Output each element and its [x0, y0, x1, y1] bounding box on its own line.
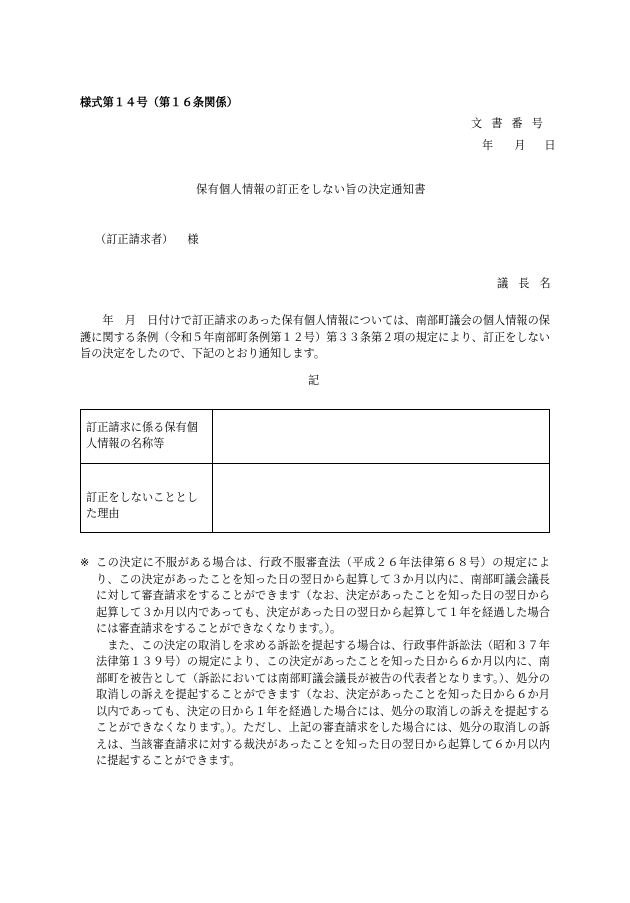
date-line	[482, 139, 556, 153]
date-month: 月	[514, 139, 526, 152]
sender-name: 議長名	[497, 277, 561, 290]
table-row	[81, 410, 550, 464]
form-number: 様式第１４号（第１６条関係）	[80, 95, 239, 109]
notice-paragraph-appeal: この決定に不服がある場合は、行政不服審査法（平成２６年法律第６８号）の規定により、この決定があったことを知った日の翌日から起算して３か月以内に、南部町議会議長に対して審査請求をすることができます（なお、決定があったことを知った日の翌日から起算して３か月以内であっても、決定があった日の翌日から起算して１年を経過した場合には審査請求をすることができなくなります。）。	[96, 556, 550, 635]
date-day: 日	[544, 139, 556, 152]
notice-paragraph-lawsuit: また、この決定の取消しを求める訴訟を提起する場合は、行政事件訴訟法（昭和３７年法律第１３９号）の規定により、この決定があったことを知った日から６か月以内に、南部町を被告として（訴訟においては南部町議会議長が被告の代表者となります。）、処分の取消しの訴えを提起することができます（なお、決定があったことを知った日から６か月以内であっても、決定の日から１年を経過した場合には、処分の取消しの訴えを提起することができなくなります。）。ただし、上記の審査請求をした場合には、処分の取消しの訴えは、当該審査請求に対する裁決があったことを知った日の翌日から起算して６か月以内に提起することができます。	[96, 638, 550, 767]
addressee-honorific: 様	[187, 233, 199, 246]
notice-section	[80, 555, 550, 770]
info-table	[80, 409, 550, 533]
addressee-label: （訂正請求者）	[95, 233, 174, 246]
notice-body	[96, 555, 550, 770]
note-mark: ※	[80, 556, 90, 569]
body-paragraph	[80, 313, 550, 363]
row-label-reason: 訂正をしないこととした理由	[81, 464, 213, 533]
row-value-reason	[213, 464, 550, 533]
body-text: 年 月 日付けで訂正請求のあった保有個人情報については、南部町議会の個人情報の保護に関する条例（令和５年南部町条例第１２号）第３３条第２項の規定により、訂正をしない旨の決定をしたので、下記のとおり通知します。	[80, 314, 550, 360]
row-value-info-name	[213, 410, 550, 464]
table-row	[81, 464, 550, 533]
document-number-label: 文書番号	[471, 117, 552, 130]
ki-heading: 記	[308, 374, 320, 387]
row-label-info-name: 訂正請求に係る保有個人情報の名称等	[81, 410, 213, 464]
date-year: 年	[482, 139, 494, 152]
document-title: 保有個人情報の訂正をしない旨の決定通知書	[196, 183, 426, 196]
addressee	[95, 233, 199, 247]
